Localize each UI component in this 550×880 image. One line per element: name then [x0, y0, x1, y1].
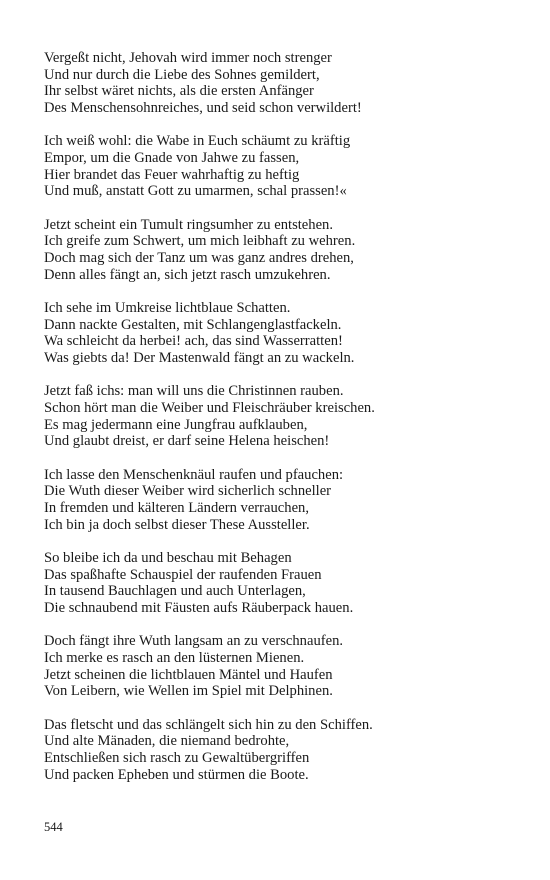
verse-line: Des Menschensohnreiches, und seid schon verwildert!: [44, 100, 362, 117]
verse-line: In tausend Bauchlagen und auch Unterlagen,: [44, 583, 306, 600]
stanza-9: [44, 717, 514, 784]
verse-line: Entschließen sich rasch zu Gewaltübergriffen: [44, 749, 310, 766]
verse-line: Das fletscht und das schlängelt sich hin zu den Schiffen.: [44, 716, 373, 733]
verse-line: Jetzt faß ichs: man will uns die Christinnen rauben.: [44, 383, 344, 400]
verse-line: In fremden und kälteren Ländern verrauchen,: [44, 499, 309, 516]
verse-line: Ich weiß wohl: die Wabe in Euch schäumt zu kräftig: [44, 133, 351, 150]
verse-line: Ihr selbst wäret nichts, als die ersten Anfänger: [44, 83, 314, 100]
stanza-5: [44, 383, 514, 450]
poem-text: [44, 50, 514, 800]
verse-line: Von Leibern, wie Wellen im Spiel mit Delphinen.: [44, 683, 333, 700]
stanza-7: [44, 550, 514, 617]
verse-line: Und packen Epheben und stürmen die Boote.: [44, 766, 309, 783]
stanza-2: [44, 133, 514, 200]
verse-line: Denn alles fängt an, sich jetzt rasch umzukehren.: [44, 266, 331, 283]
verse-line: Und glaubt dreist, er darf seine Helena heischen!: [44, 433, 330, 450]
verse-line: Doch fängt ihre Wuth langsam an zu verschnaufen.: [44, 633, 344, 650]
stanza-6: [44, 467, 514, 534]
verse-line: Und alte Mänaden, die niemand bedrohte,: [44, 733, 290, 750]
verse-line: Doch mag sich der Tanz um was ganz andres drehen,: [44, 250, 354, 267]
verse-line: Wa schleicht da herbei! ach, das sind Wasserratten!: [44, 333, 343, 350]
verse-line: Die Wuth dieser Weiber wird sicherlich schneller: [44, 483, 332, 500]
verse-line: Ich lasse den Menschenknäul raufen und pfauchen:: [44, 466, 344, 483]
stanza-3: [44, 217, 514, 284]
stanza-8: [44, 633, 514, 700]
verse-line: Und muß, anstatt Gott zu umarmen, schal prassen!«: [44, 183, 347, 200]
verse-line: Die schnaubend mit Fäusten aufs Räuberpack hauen.: [44, 599, 354, 616]
verse-line: Schon hört man die Weiber und Fleischräuber kreischen.: [44, 399, 375, 416]
verse-line: Ich greife zum Schwert, um mich leibhaft zu wehren.: [44, 233, 356, 250]
verse-line: Empor, um die Gnade von Jahwe zu fassen,: [44, 150, 300, 167]
verse-line: Jetzt scheinen die lichtblauen Mäntel und Haufen: [44, 666, 333, 683]
verse-line: Hier brandet das Feuer wahrhaftig zu heftig: [44, 166, 300, 183]
verse-line: Was giebts da! Der Mastenwald fängt an zu wackeln.: [44, 350, 355, 367]
verse-line: Und nur durch die Liebe des Sohnes gemildert,: [44, 66, 320, 83]
page-number: 544: [44, 820, 63, 834]
stanza-4: [44, 300, 514, 367]
verse-line: Vergeßt nicht, Jehovah wird immer noch strenger: [44, 50, 332, 66]
verse-line: Ich merke es rasch an den lüsternen Mienen.: [44, 649, 305, 666]
verse-line: Das spaßhafte Schauspiel der raufenden Frauen: [44, 566, 322, 583]
verse-line: Es mag jedermann eine Jungfrau aufklauben,: [44, 416, 308, 433]
verse-line: So bleibe ich da und beschau mit Behagen: [44, 549, 292, 566]
stanza-1: [44, 50, 514, 117]
verse-line: Ich bin ja doch selbst dieser These Aussteller.: [44, 516, 310, 533]
verse-line: Ich sehe im Umkreise lichtblaue Schatten.: [44, 299, 291, 316]
verse-line: Dann nackte Gestalten, mit Schlangenglastfackeln.: [44, 316, 342, 333]
verse-line: Jetzt scheint ein Tumult ringsumher zu entstehen.: [44, 216, 333, 233]
